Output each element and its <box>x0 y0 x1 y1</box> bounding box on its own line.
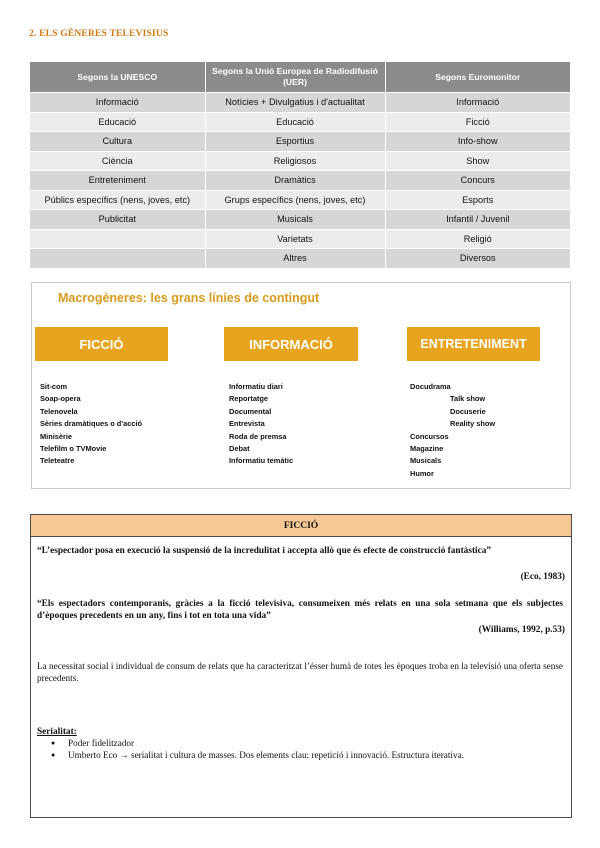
table-cell: Educació <box>30 112 205 132</box>
category-informacio-box: INFORMACIÓ <box>224 327 358 361</box>
table-cell: Notícies + Divulgatius i d'actualitat <box>205 93 385 113</box>
table-row <box>30 112 570 132</box>
table-cell: Infantil / Juvenil <box>385 210 570 230</box>
table-cell: Esportius <box>205 132 385 152</box>
table-header-row <box>30 62 570 93</box>
list-item: Humor <box>410 468 434 478</box>
list-item: Informatiu temàtic <box>229 456 294 466</box>
quote-williams: “Els espectadors contemporanis, gràcies a la ficció televisiva, consumeixen més relats en una sola setmana que els subjectes d’èpoques precedents en un any, fins i tot en tota una vida” <box>37 599 563 621</box>
section-title: 2. ELS GÈNERES TELEVISIUS <box>29 29 169 39</box>
list-item: Informatiu diari <box>229 382 283 391</box>
category-ficcio-box: FICCIÓ <box>35 327 168 361</box>
list-item: Reportatge <box>229 394 269 404</box>
list-item: ● Poder fidelitzador <box>37 738 464 750</box>
list-item: Musicals <box>410 456 442 466</box>
table-cell: Grups específics (nens, joves, etc) <box>205 190 385 210</box>
header-unesco: Segons la UNESCO <box>30 62 205 93</box>
genres-table <box>30 62 570 268</box>
list-item: Entrevista <box>229 419 265 429</box>
serialitat-list <box>37 738 464 761</box>
table-cell: Altres <box>205 249 385 268</box>
informacio-list <box>229 381 293 468</box>
ficcio-list <box>40 381 142 468</box>
table-cell: Informació <box>385 93 570 113</box>
table-cell: Diversos <box>385 249 570 268</box>
macrogeneres-panel <box>31 282 571 489</box>
quote-eco: “L’espectador posa en execució la suspensió de la incredulitat i accepta allò que és efecte de construcció fantàstica” <box>37 546 492 556</box>
table-cell: Ficció <box>385 112 570 132</box>
category-entreteniment-box: ENTRETENIMENT <box>407 327 540 361</box>
table-row <box>30 229 570 249</box>
table-cell: Info-show <box>385 132 570 152</box>
table-cell: Entreteniment <box>30 171 205 191</box>
table-cell: Religió <box>385 229 570 249</box>
list-item: ● Umberto Eco → serialitat i cultura de masses. Dos elements clau: repetició i innovació. Estructura iterativa. <box>37 750 464 762</box>
table-row <box>30 210 570 230</box>
table-cell: Esports <box>385 190 570 210</box>
list-item: Telenovela <box>40 406 78 416</box>
list-item: Docudrama <box>410 382 451 391</box>
list-item: Debat <box>229 444 250 454</box>
list-item: Telefilm o TVMovie <box>40 444 107 454</box>
list-item: Magazine <box>410 444 444 454</box>
body-paragraph: La necessitat social i individual de consum de relats que ha caracteritzat l’ésser humà de totes les èpoques troba en la televisió una oferta sense precedents. <box>37 661 563 683</box>
ficcio-section <box>30 514 572 818</box>
list-item: Sit-com <box>40 382 68 391</box>
table-cell: Dramàtics <box>205 171 385 191</box>
list-item: Documental <box>229 406 272 416</box>
table-cell <box>30 229 205 249</box>
table-row <box>30 132 570 152</box>
table-cell: Concurs <box>385 171 570 191</box>
header-euromonitor: Segons Euromonitor <box>385 62 570 93</box>
table-cell: Cultura <box>30 132 205 152</box>
list-subitem: Talk show <box>450 394 486 404</box>
list-item: Concursos <box>410 431 449 441</box>
table-cell <box>30 249 205 268</box>
list-subitem: Docuserie <box>450 406 486 416</box>
list-item: Roda de premsa <box>229 431 287 441</box>
citation-eco: (Eco, 1983) <box>520 572 565 582</box>
table-cell: Varietats <box>205 229 385 249</box>
table-cell: Públics específics (nens, joves, etc) <box>30 190 205 210</box>
list-item: Sèries dramàtiques o d'acció <box>40 419 142 429</box>
entreteniment-list <box>410 381 495 480</box>
list-item: Minisèrie <box>40 431 73 441</box>
table-cell: Ciència <box>30 151 205 171</box>
citation-williams: (Williams, 1992, p.53) <box>478 625 565 635</box>
table-row <box>30 93 570 113</box>
list-item: Soap-opera <box>40 394 81 404</box>
table-row <box>30 249 570 268</box>
header-uer: Segons la Unió Europea de Radiodifusió (UER) <box>205 62 385 93</box>
serialitat-heading: Serialitat: <box>37 727 77 737</box>
table-cell: Show <box>385 151 570 171</box>
table-cell: Informació <box>30 93 205 113</box>
table-cell: Publicitat <box>30 210 205 230</box>
table-cell: Musicals <box>205 210 385 230</box>
table-row <box>30 171 570 191</box>
table-cell: Religiosos <box>205 151 385 171</box>
macrogeneres-title: Macrogèneres: les grans línies de contingut <box>58 291 320 305</box>
list-subitem: Reality show <box>450 419 496 429</box>
list-item: Teleteatre <box>40 456 75 466</box>
table-row <box>30 190 570 210</box>
table-cell: Educació <box>205 112 385 132</box>
table-row <box>30 151 570 171</box>
ficcio-header: FICCIÓ <box>31 515 571 537</box>
